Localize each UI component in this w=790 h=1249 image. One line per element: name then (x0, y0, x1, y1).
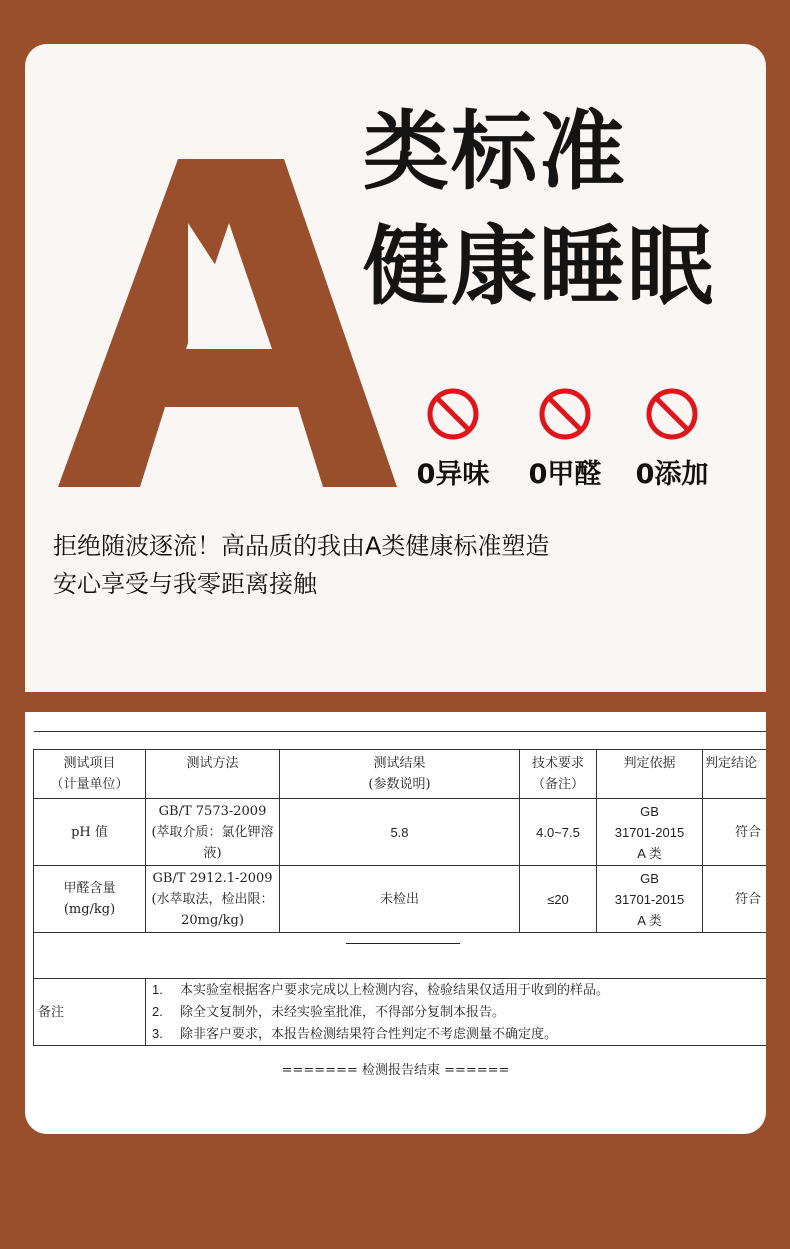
prohibited-icon (537, 386, 593, 442)
cell-method: GB/T 2912.1-2009 (水萃取法，检出限： 20mg/kg) (146, 866, 280, 933)
cell-item: pH 值 (34, 799, 146, 866)
note-line: 2. 除全文复制外，未经实验室批准，不得部分复制本报告。 (152, 1004, 506, 1020)
badge-label: 0异味 (416, 459, 490, 490)
headline-standard: 类标准 (363, 102, 627, 202)
divider (34, 731, 766, 732)
cell-requirement: ≤20 (520, 866, 597, 933)
description-line-2: 安心享受与我零距离接触 (53, 570, 317, 598)
test-report-table (33, 749, 766, 1046)
prohibited-icon (644, 386, 700, 442)
cell-item: 甲醛含量 (mg/kg) (34, 866, 146, 933)
table-header-row (34, 750, 767, 799)
badge-label: 0添加 (635, 459, 709, 490)
table-row (34, 799, 767, 866)
cell-basis: GB 31701-2015 A 类 (597, 866, 703, 933)
test-report-card (25, 712, 766, 1134)
header-cell: 测试结果 (参数说明) (280, 750, 520, 799)
cell-result: 未检出 (280, 866, 520, 933)
cell-method: GB/T 7573-2009 (萃取介质：氯化钾溶 液) (146, 799, 280, 866)
header-cell: 测试项目 （计量单位） (34, 750, 146, 799)
hero-card (25, 44, 766, 692)
prohibited-icon (425, 386, 481, 442)
header-cell: 测试方法 (146, 750, 280, 799)
badge-no-additives (617, 386, 727, 491)
table-blank-row (34, 933, 767, 979)
blank-line (346, 943, 460, 944)
note-line: 1. 本实验室根据客户要求完成以上检测内容，检验结果仅适用于收到的样品。 (152, 982, 610, 998)
cell-conclusion: 符合 (703, 866, 767, 933)
badge-no-formaldehyde (510, 386, 620, 491)
notes-row (34, 979, 767, 1046)
cell-result: 5.8 (280, 799, 520, 866)
note-line: 3. 除非客户要求，本报告检测结果符合性判定不考虑测量不确定度。 (152, 1026, 558, 1042)
cell-conclusion: 符合 (703, 799, 767, 866)
headline-healthy-sleep: 健康睡眠 (363, 217, 715, 317)
cell-basis: GB 31701-2015 A 类 (597, 799, 703, 866)
description-line-1: 拒绝随波逐流！高品质的我由A类健康标准塑造 (53, 532, 550, 560)
header-cell: 判定结论 (703, 750, 767, 799)
badge-no-odor (398, 386, 508, 491)
cell-requirement: 4.0~7.5 (520, 799, 597, 866)
badge-label: 0甲醛 (528, 459, 602, 490)
big-letter-a (58, 159, 403, 487)
header-cell: 判定依据 (597, 750, 703, 799)
header-cell: 技术要求 （备注） (520, 750, 597, 799)
notes-label: 备注 (34, 979, 146, 1046)
report-end-text: ======= 检测报告结束 ====== (281, 1063, 510, 1078)
table-row (34, 866, 767, 933)
blank-cell (34, 933, 767, 979)
notes-body (146, 979, 767, 1046)
